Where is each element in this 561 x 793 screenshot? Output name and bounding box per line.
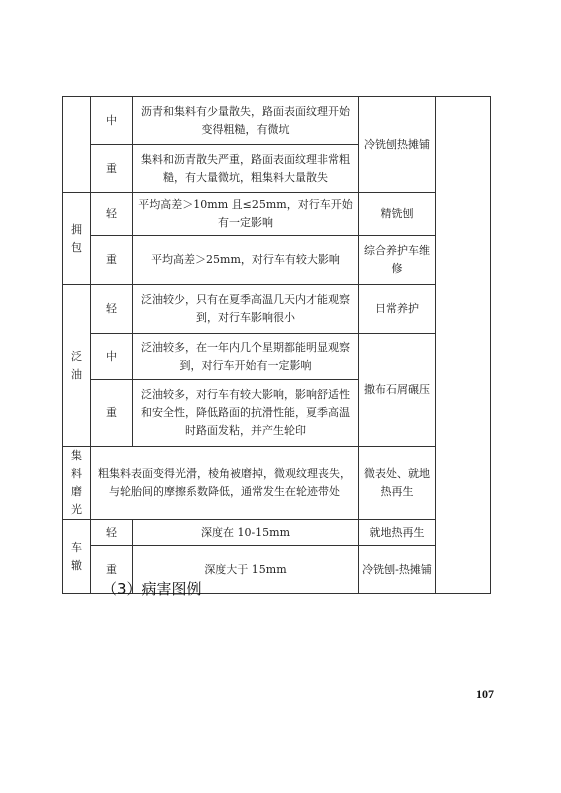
treatment-cell: 微表处、就地热再生 bbox=[359, 447, 436, 520]
severity-cell: 中 bbox=[91, 97, 133, 145]
severity-cell: 重 bbox=[91, 380, 133, 447]
description-cell: 深度大于 15mm bbox=[133, 546, 359, 594]
defect-type-cell bbox=[63, 97, 91, 193]
table-row bbox=[63, 236, 491, 285]
table-row bbox=[63, 520, 491, 546]
defect-type-cell: 泛油 bbox=[63, 285, 91, 447]
severity-cell: 重 bbox=[91, 236, 133, 285]
extra-column-cell bbox=[436, 97, 491, 594]
description-cell: 沥青和集料有少量散失，路面表面纹理开始变得粗糙，有微坑 bbox=[133, 97, 359, 145]
severity-cell: 轻 bbox=[91, 520, 133, 546]
description-cell: 泛油较少，只有在夏季高温几天内才能观察到，对行车影响很小 bbox=[133, 285, 359, 334]
severity-cell: 轻 bbox=[91, 285, 133, 334]
severity-cell: 轻 bbox=[91, 193, 133, 236]
description-cell: 泛油较多，对行车有较大影响，影响舒适性和安全性，降低路面的抗滑性能，夏季高温时路面发粘，并产生轮印 bbox=[133, 380, 359, 447]
table-row bbox=[63, 285, 491, 334]
treatment-cell: 冷铣刨-热摊铺 bbox=[359, 546, 436, 594]
severity-cell: 中 bbox=[91, 334, 133, 380]
section-caption: （3）病害图例 bbox=[102, 580, 202, 598]
table-row bbox=[63, 334, 491, 380]
severity-cell: 重 bbox=[91, 145, 133, 193]
table-row bbox=[63, 447, 491, 520]
treatment-cell: 日常养护 bbox=[359, 285, 436, 334]
table-row bbox=[63, 97, 491, 145]
treatment-cell: 就地热再生 bbox=[359, 520, 436, 546]
description-cell: 粗集料表面变得光滑，棱角被磨掉，微观纹理丧失，与轮胎间的摩擦系数降低，通常发生在轮迹带处 bbox=[91, 447, 359, 520]
treatment-cell: 综合养护车维修 bbox=[359, 236, 436, 285]
table-row bbox=[63, 193, 491, 236]
severity-cell: 重 bbox=[91, 546, 133, 594]
defect-table bbox=[62, 96, 491, 594]
description-cell: 集料和沥青散失严重，路面表面纹理非常粗糙，有大量微坑，粗集料大量散失 bbox=[133, 145, 359, 193]
page-number: 107 bbox=[476, 687, 494, 701]
description-cell: 深度在 10-15mm bbox=[133, 520, 359, 546]
description-cell: 平均高差＞25mm，对行车有较大影响 bbox=[133, 236, 359, 285]
treatment-cell: 冷铣刨热摊铺 bbox=[359, 97, 436, 193]
treatment-cell: 精铣刨 bbox=[359, 193, 436, 236]
defect-type-cell: 车辙 bbox=[63, 520, 91, 594]
defect-type-cell: 拥包 bbox=[63, 193, 91, 285]
defect-type-cell: 集料磨光 bbox=[63, 447, 91, 520]
description-cell: 平均高差＞10mm 且≤25mm，对行车开始有一定影响 bbox=[133, 193, 359, 236]
description-cell: 泛油较多，在一年内几个星期都能明显观察到，对行车开始有一定影响 bbox=[133, 334, 359, 380]
treatment-cell: 撒布石屑碾压 bbox=[359, 334, 436, 447]
